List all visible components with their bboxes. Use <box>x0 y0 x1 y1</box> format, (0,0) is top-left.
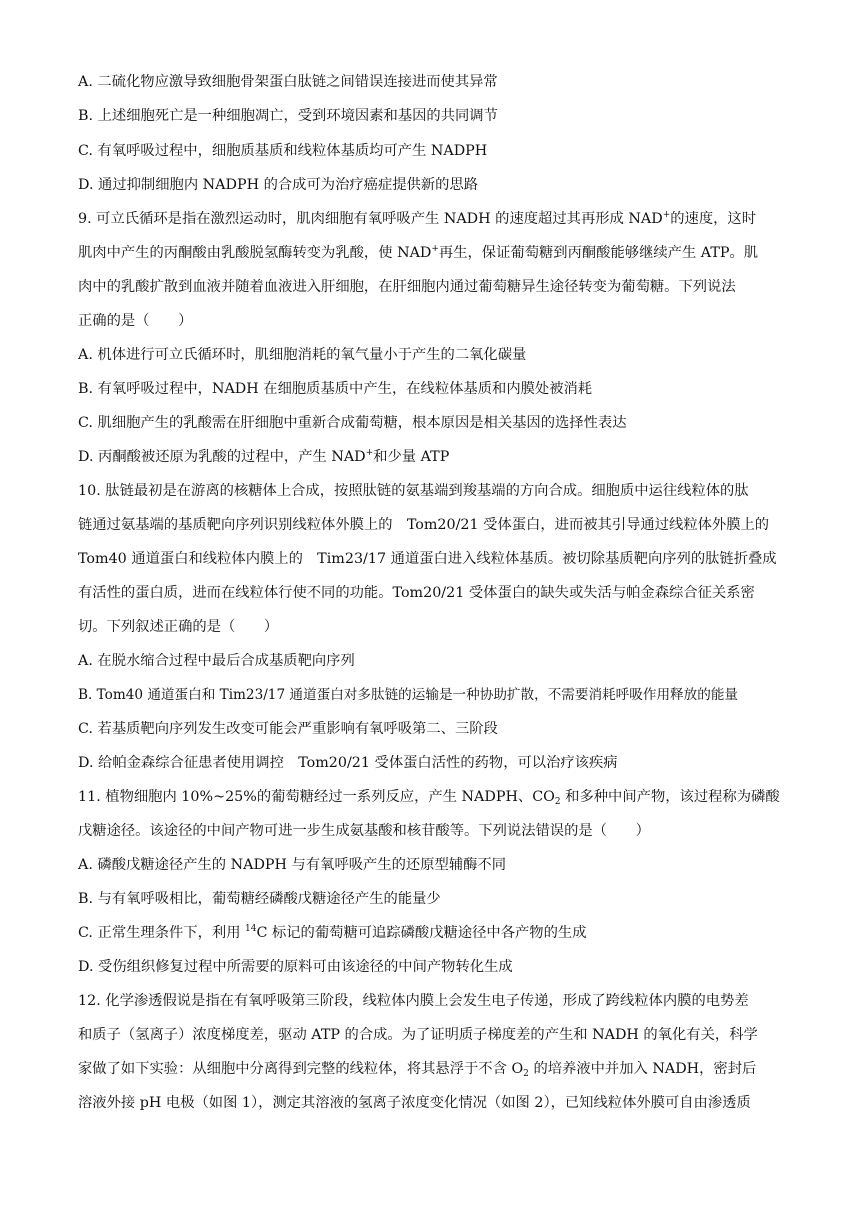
q9-stem-line-3: 肉中的乳酸扩散到血液并随着血液进入肝细胞，在肝细胞内通过葡萄糖异生途径转变为葡萄糖。下列说法 <box>78 279 736 295</box>
q10-stem-line-1: 10. 肽链最初是在游离的核糖体上合成，按照肽链的氨基端到羧基端的方向合成。细胞质中运往线粒体的肽 <box>78 483 749 499</box>
q9-stem-line-2: 肌肉中产生的丙酮酸由乳酸脱氢酶转变为乳酸，使 NAD+再生，保证葡萄糖到丙酮酸能够继续产生 ATP。肌 <box>78 244 759 261</box>
q10-stem-line-2: 链通过氨基端的基质靶向序列识别线粒体外膜上的 Tom20/21 受体蛋白，进而被其引导通过线粒体外膜上的 <box>78 517 770 533</box>
q11-option-b: B. 与有氧呼吸相比，葡萄糖经磷酸戊糖途径产生的能量少 <box>78 891 441 907</box>
q9-option-d: D. 丙酮酸被还原为乳酸的过程中，产生 NAD+和少量 ATP <box>78 448 450 465</box>
q9-stem-line-4: 正确的是（ ） <box>78 313 193 329</box>
q11-option-a: A. 磷酸戊糖途径产生的 NADPH 与有氧呼吸产生的还原型辅酶不同 <box>78 857 507 873</box>
q11-stem-line-1: 11. 植物细胞内 10%~25%的葡萄糖经过一系列反应，产生 NADPH、$CO_2$ 和多种中间产物，该过程称为磷酸 <box>78 789 780 807</box>
q12-stem-line-3: 家做了如下实验：从细胞中分离得到完整的线粒体，将其悬浮于不含 $O_2$ 的培养液中并加入 NADH，密封后 <box>78 1061 757 1079</box>
q8-option-c: C. 有氧呼吸过程中，细胞质基质和线粒体基质均可产生 NADPH <box>78 143 488 159</box>
q12-stem-line-2: 和质子（氢离子）浓度梯度差，驱动 ATP 的合成。为了证明质子梯度差的产生和 NADH 的氧化有关，科学 <box>78 1027 758 1043</box>
q12-stem-line-1: 12. 化学渗透假说是指在有氧呼吸第三阶段，线粒体内膜上会发生电子传递，形成了跨线粒体内膜的电势差 <box>78 993 749 1009</box>
q9-option-c: C. 肌细胞产生的乳酸需在肝细胞中重新合成葡萄糖，根本原因是相关基因的选择性表达 <box>78 415 627 431</box>
q10-option-c: C. 若基质靶向序列发生改变可能会严重影响有氧呼吸第二、三阶段 <box>78 721 498 737</box>
q10-option-b: B. Tom40 通道蛋白和 Tim23/17 通道蛋白对多肽链的运输是一种协助扩散，不需要消耗呼吸作用释放的能量 <box>78 687 739 703</box>
q11-option-c: C. 正常生理条件下，利用 $^{14}$C 标记的葡萄糖可追踪磷酸戊糖途径中各产物的生成 <box>78 924 587 941</box>
q9-stem-line-1: 9. 可立氏循环是指在激烈运动时，肌肉细胞有氧呼吸产生 NADH 的速度超过其再形成 NAD+的速度，这时 <box>78 210 757 227</box>
q8-option-d: D. 通过抑制细胞内 NADPH 的合成可为治疗癌症提供新的思路 <box>78 177 479 193</box>
q8-option-a: A. 二硫化物应激导致细胞骨架蛋白肽链之间错误连接进而使其异常 <box>78 74 498 90</box>
q11-option-d: D. 受伤组织修复过程中所需要的原料可由该途径的中间产物转化生成 <box>78 959 513 975</box>
q10-option-d: D. 给帕金森综合征患者使用调控 Tom20/21 受体蛋白活性的药物，可以治疗该疾病 <box>78 755 618 771</box>
q11-stem-line-2: 戊糖途径。该途径的中间产物可进一步生成氨基酸和核苷酸等。下列说法错误的是（ ） <box>78 823 650 839</box>
q12-stem-line-4: 溶液外接 pH 电极（如图 1），测定其溶液的氢离子浓度变化情况（如图 2），已知线粒体外膜可自由渗透质 <box>78 1095 751 1111</box>
q10-option-a: A. 在脱水缩合过程中最后合成基质靶向序列 <box>78 653 355 669</box>
q9-option-b: B. 有氧呼吸过程中，NADH 在细胞质基质中产生，在线粒体基质和内膜处被消耗 <box>78 381 593 397</box>
q9-option-a: A. 机体进行可立氏循环时，肌细胞消耗的氧气量小于产生的二氧化碳量 <box>78 347 527 363</box>
q8-option-b: B. 上述细胞死亡是一种细胞凋亡，受到环境因素和基因的共同调节 <box>78 108 498 124</box>
q10-stem-line-4: 有活性的蛋白质，进而在线粒体行使不同的功能。Tom20/21 受体蛋白的缺失或失活与帕金森综合征关系密 <box>78 585 755 601</box>
q10-stem-line-5: 切。下列叙述正确的是（ ） <box>78 619 279 635</box>
q10-stem-line-3: Tom40 通道蛋白和线粒体内膜上的 Tim23/17 通道蛋白进入线粒体基质。被切除基质靶向序列的肽链折叠成 <box>78 551 777 567</box>
